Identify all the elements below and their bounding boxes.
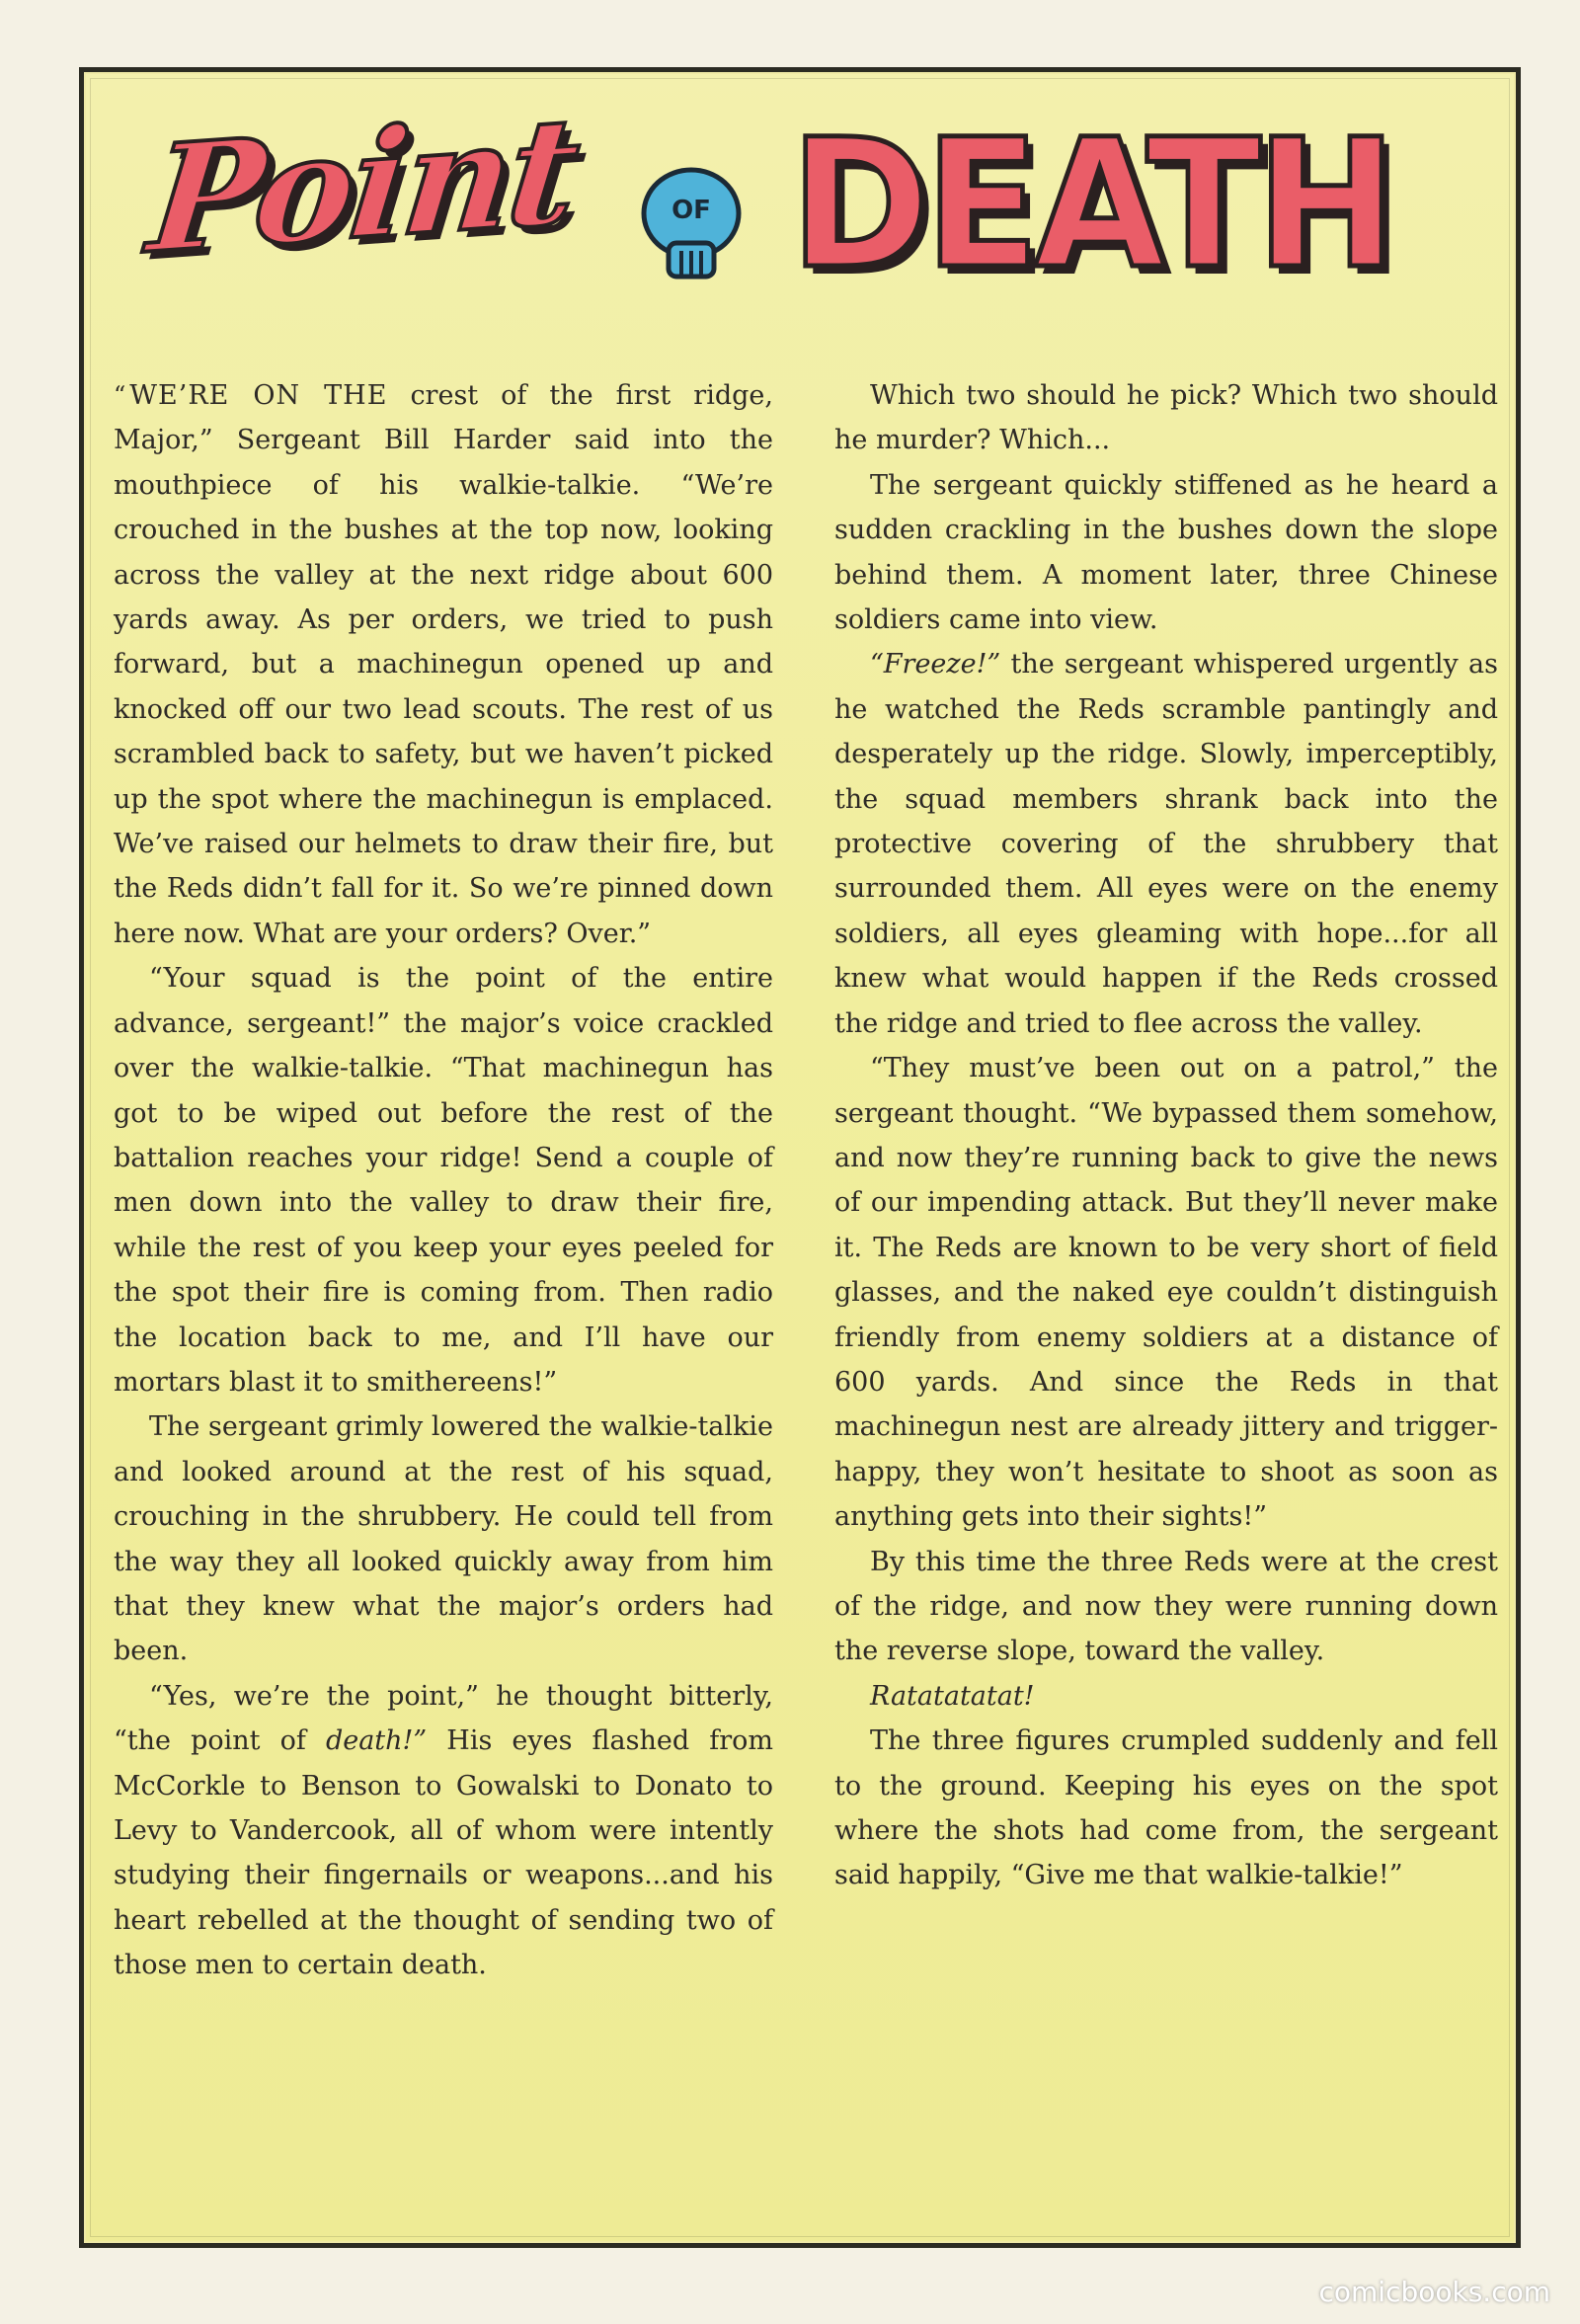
paragraph: “Your squad is the point of the entire advance, sergeant!” the major’s voice crackled over the walkie-talkie. “That machinegun has got to be wiped out before the rest of the battalion reaches your ridge! Send a couple of men down into the valley to draw their fire, while the rest of you keep your eyes peeled for the spot their fire is coming from. Then radio the location back to me, and I’ll have our mortars blast it to smithereens!”	[114, 963, 773, 1398]
paragraph: The three figures crumpled suddenly and fell to the ground. Keeping his eyes on the spot where the shots had come from, the sergeant said happily, “Give me that walkie-talkie!”	[834, 1725, 1498, 1891]
skull-icon	[637, 166, 746, 284]
paragraph: By this time the three Reds were at the crest of the ridge, and now they were running down the reverse slope, toward the valley.	[834, 1546, 1498, 1667]
paragraph: The sergeant grimly lowered the walkie-talkie and looked around at the rest of his squad, crouching in the shrubbery. He could tell from the way they all looked quickly away from him that they knew what the major’s orders had been.	[114, 1411, 773, 1667]
title-word-death: DEATH	[790, 102, 1392, 308]
paragraph	[834, 1674, 1498, 1719]
right-text-column	[834, 373, 1498, 1898]
paragraph	[114, 1674, 773, 1988]
paragraph-text: “Yes, we’re the point,” he thought bitterly, “the point of	[114, 1680, 773, 1757]
paragraph-text: His eyes flashed from McCorkle to Benson to Gowalski to Donato to Levy to Vandercook, all of whom were intently studying their fingernails or weapons...and his heart rebelled at the thought of sending two of those men to certain death.	[114, 1725, 773, 1981]
paragraph-text: crest of the first ridge, Major,” Sergeant Bill Harder said into the mouthpiece of his walkie-talkie. “We’re crouched in the bushes at the top now, looking across the valley at the next ridge about 600 yards away. As per orders, we tried to push forward, but a machinegun opened up and knocked off our two lead scouts. The rest of us scrambled back to safety, but we haven’t picked up the spot where the machinegun is emplaced. We’ve raised our helmets to draw their fire, but the Reds didn’t fall for it. So we’re pinned down here now. What are your orders? Over.”	[114, 380, 773, 949]
paragraph: “They must’ve been out on a patrol,” the sergeant thought. “We bypassed them somehow, and now they’re running back to give the news of our impending attack. But they’ll never make it. The Reds are known to be very short of field glasses, and the naked eye couldn’t distinguish friendly from enemy soldiers at a distance of 600 yards. And since the Reds in that machinegun nest are already jittery and trigger-happy, they won’t hesitate to shoot as soon as anything gets into their sights!”	[834, 1053, 1498, 1533]
italic-text: “Freeze!”	[870, 649, 1001, 681]
paragraph: The sergeant quickly stiffened as he heard a sudden crackling in the bushes down the slope behind them. A moment later, three Chinese soldiers came into view.	[834, 469, 1498, 636]
story-panel	[79, 67, 1521, 2248]
paragraph: Which two should he pick? Which two should he murder? Which...	[834, 380, 1498, 456]
italic-text: death!”	[325, 1725, 428, 1757]
title-word-point: Point	[141, 84, 584, 287]
left-text-column	[114, 373, 773, 1988]
site-watermark: comicbooks.com	[1318, 2276, 1550, 2308]
paragraph	[834, 642, 1498, 1046]
paragraph	[114, 373, 773, 956]
open-quote-mark: “	[114, 381, 126, 409]
paragraph-text: the sergeant whispered urgently as he watched the Reds scramble pantingly and desperately up the ridge. Slowly, imperceptibly, the squad members shrank back into the protective covering of the shrubbery that surrounded them. All eyes were on the enemy soldiers, all eyes gleaming with hope...for all knew what would happen if the Reds crossed the ridge and tried to flee across the valley.	[834, 649, 1498, 1039]
skull-of-label: OF	[672, 196, 711, 225]
title-banner	[84, 72, 1516, 329]
italic-text: Ratatatatat!	[870, 1680, 1035, 1712]
lead-caps: WE’RE ON THE	[129, 380, 388, 411]
